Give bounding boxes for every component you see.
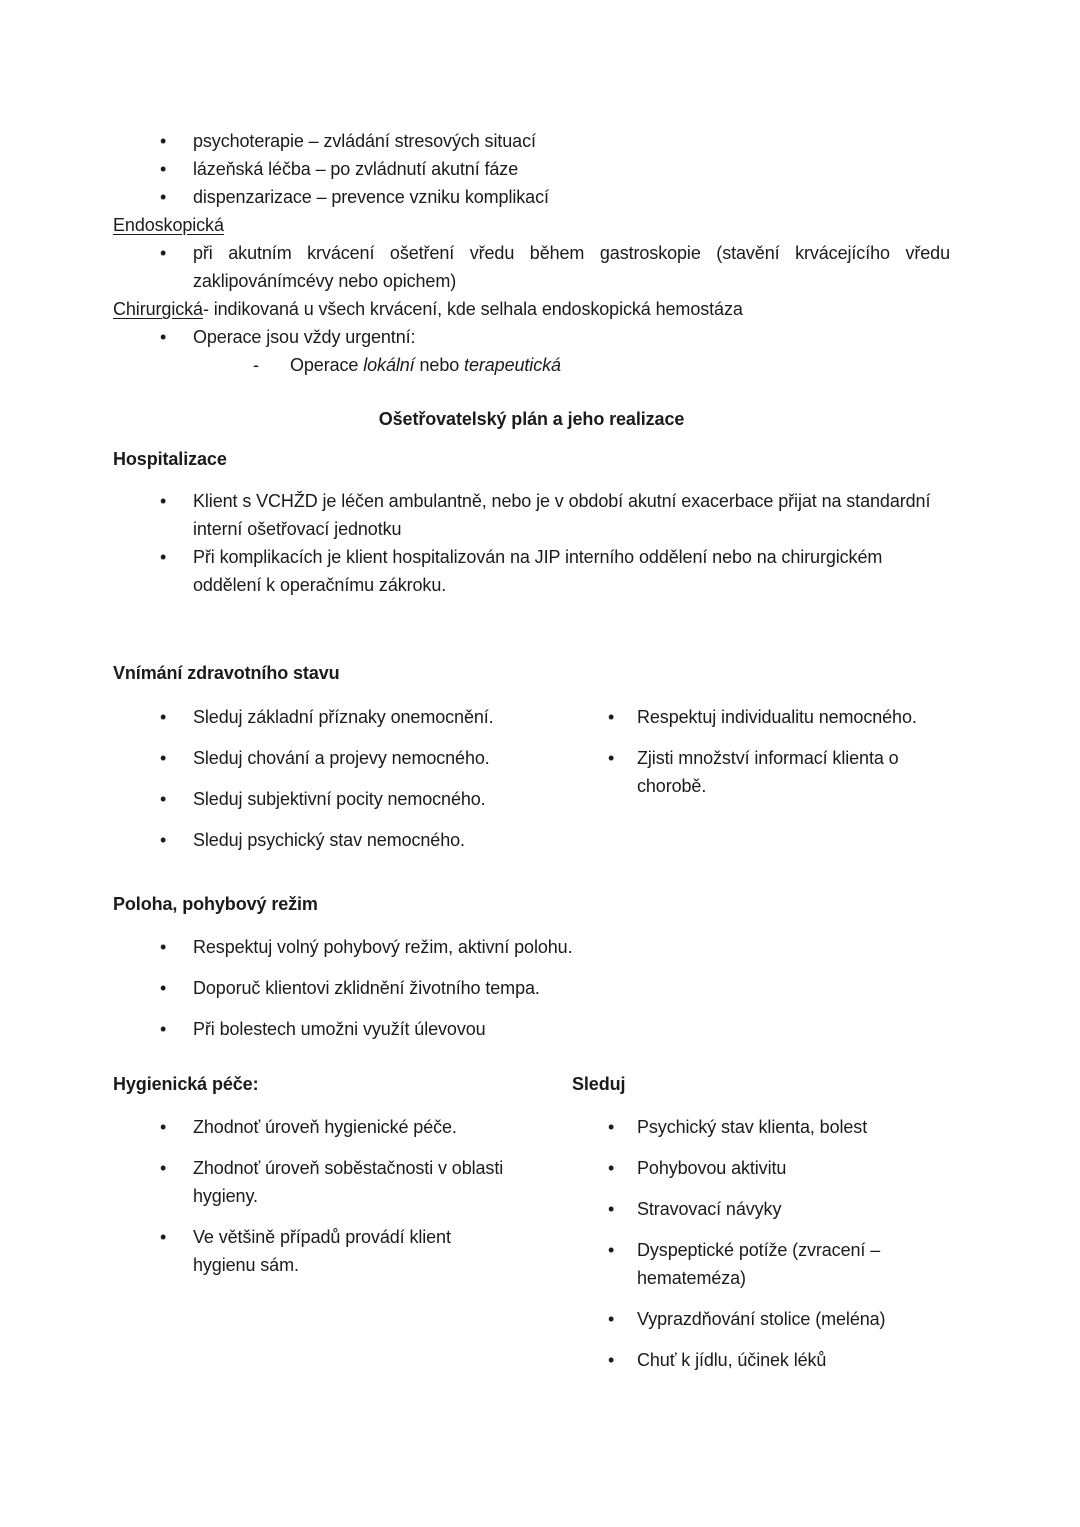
list-item: • Sleduj subjektivní pocity nemocného. (113, 785, 572, 813)
sleduj-column (572, 1070, 950, 1387)
hygiena-column (113, 1070, 572, 1387)
vnimani-columns (113, 703, 950, 867)
list-item: • Dyspeptické potíže (zvracení – hemateméza) (572, 1236, 950, 1292)
list-item: • Při bolestech umožni využít úlevovou (113, 1015, 950, 1043)
endoskopicka-list (113, 239, 950, 295)
list-item: • Chuť k jídlu, účinek léků (572, 1346, 950, 1374)
sub-list-item-text (290, 355, 561, 375)
list-item: • Stravovací návyky (572, 1195, 950, 1223)
list-item: • Zhodnoť úroveň soběstačnosti v oblasti hygieny. (113, 1154, 572, 1210)
sub-item-connector: nebo (414, 355, 465, 375)
list-item: • Doporuč klientovi zklidnění životního tempa. (113, 974, 950, 1002)
list-item: • Sleduj chování a projevy nemocného. (113, 744, 572, 772)
sub-list-item (113, 351, 950, 379)
vnimani-left-list (113, 703, 572, 854)
endoskopicka-heading (113, 211, 950, 239)
sub-item-prefix: Operace (290, 355, 364, 375)
vnimani-right-column (572, 703, 950, 867)
chirurgicka-list (113, 323, 950, 351)
list-item: • Vyprazdňování stolice (meléna) (572, 1305, 950, 1333)
endoskopicka-heading-text: Endoskopická (113, 215, 224, 235)
list-item: • Při komplikacích je klient hospitalizován na JIP interního oddělení nebo na chirurgickém oddělení k operačnímu zákroku. (113, 543, 950, 599)
list-item: • Respektuj volný pohybový režim, aktivní polohu. (113, 933, 950, 961)
sub-item-italic-2: terapeutická (464, 355, 561, 375)
list-item: • Sleduj základní příznaky onemocnění. (113, 703, 572, 731)
list-item: • při akutním krvácení ošetření vředu během gastroskopie (stavění krvácejícího vředu zaklipovánímcévy nebo opichem) (113, 239, 950, 295)
list-item: • psychoterapie – zvládání stresových situací (113, 127, 950, 155)
hygiena-sleduj-columns (113, 1070, 950, 1387)
dash-marker: - (253, 355, 259, 375)
hygiena-list (113, 1113, 572, 1279)
page-title: Ošetřovatelský plán a jeho realizace (378, 409, 685, 429)
list-item: • Pohybovou aktivitu (572, 1154, 950, 1182)
chirurgicka-description: - indikovaná u všech krvácení, kde selhala endoskopická hemostáza (202, 299, 743, 319)
section-heading-hygiena: Hygienická péče: (113, 1074, 259, 1094)
list-item: • Respektuj individualitu nemocného. (572, 703, 950, 731)
treatment-list (113, 127, 950, 211)
section-heading-sleduj: Sleduj (572, 1074, 626, 1094)
poloha-list (113, 933, 950, 1043)
sleduj-list (572, 1113, 950, 1374)
vnimani-left-column (113, 703, 572, 867)
sub-item-italic-1: lokální (363, 355, 415, 375)
list-item: • Ve většině případů provádí klient hygienu sám. (113, 1223, 572, 1279)
list-item: • Klient s VCHŽD je léčen ambulantně, nebo je v období akutní exacerbace přijat na standardní interní ošetřovací jednotku (113, 487, 950, 543)
chirurgicka-line (113, 295, 950, 323)
vnimani-right-list (572, 703, 950, 800)
section-heading-poloha: Poloha, pohybový režim (113, 894, 318, 914)
list-item: • Zhodnoť úroveň hygienické péče. (113, 1113, 572, 1141)
list-item: • Zjisti množství informací klienta o chorobě. (572, 744, 950, 800)
list-item: • Psychický stav klienta, bolest (572, 1113, 950, 1141)
list-item: • dispenzarizace – prevence vzniku komplikací (113, 183, 950, 211)
section-heading-hospitalizace: Hospitalizace (113, 449, 227, 469)
section-heading-vnimani: Vnímání zdravotního stavu (113, 663, 340, 683)
chirurgicka-heading-text: Chirurgická (113, 299, 203, 319)
list-item: • lázeňská léčba – po zvládnutí akutní fáze (113, 155, 950, 183)
hospitalizace-list (113, 487, 950, 599)
list-item: • Operace jsou vždy urgentní: (113, 323, 950, 351)
list-item: • Sleduj psychický stav nemocného. (113, 826, 572, 854)
